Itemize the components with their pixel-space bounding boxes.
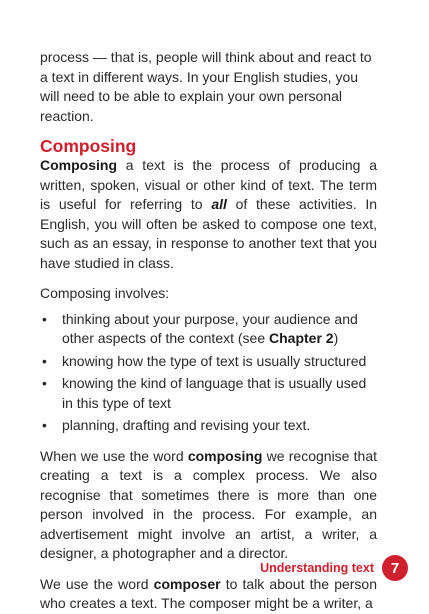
term-composing-inline: composing (187, 447, 263, 464)
composing-definition-paragraph (40, 156, 377, 273)
section-heading: Composing (40, 136, 137, 156)
running-footer-title: Understanding text (260, 561, 374, 575)
bullet-icon: • (42, 417, 47, 433)
composer-paragraph: We use the word composer to talk about the person who creates a text. The composer might be a writer, a (40, 575, 377, 611)
definition-text-2: of these activities. In English, you will often be asked to compose one text, such as an essay, in response to another text that you have studied in class. (40, 196, 378, 271)
list-item: • planning, drafting and revising your text. (40, 416, 377, 436)
bullet-icon: • (42, 310, 47, 327)
page-footer (260, 555, 408, 581)
page-body (40, 48, 377, 614)
bullet-icon: • (42, 352, 47, 369)
emphasis-all: all (211, 196, 227, 212)
page-number-badge: 7 (382, 555, 408, 581)
definition-text-1: a text is the process of producing a written, spoken, visual or other kind of text. The term is useful for referring to (40, 157, 377, 212)
intro-paragraph: process — that is, people will think about and react to a text in different ways. In your English studies, you will need to be able to explain your own personal reaction. (40, 49, 372, 124)
term-composing: Composing (40, 157, 117, 173)
chapter-reference: Chapter 2 (269, 330, 334, 346)
list-item: • knowing the kind of language that is usually used in this type of text (42, 375, 367, 411)
term-composer: composer (153, 575, 221, 592)
composing-process-paragraph: When we use the word composing we recognise that creating a text is a complex process. We also recognise that sometimes there is more than one person involved in the process. For example, an advertisement might involve an artist, a writer, a designer, a photographer and a director. (40, 447, 378, 561)
bullet-icon: • (42, 375, 47, 391)
list-item: • knowing how the type of text is usually structured (40, 352, 377, 372)
composing-bullet-list (40, 310, 377, 436)
list-intro: Composing involves: (40, 285, 170, 301)
list-item: • thinking about your purpose, your audience and other aspects of the context (see Chapter 2) (42, 310, 358, 346)
